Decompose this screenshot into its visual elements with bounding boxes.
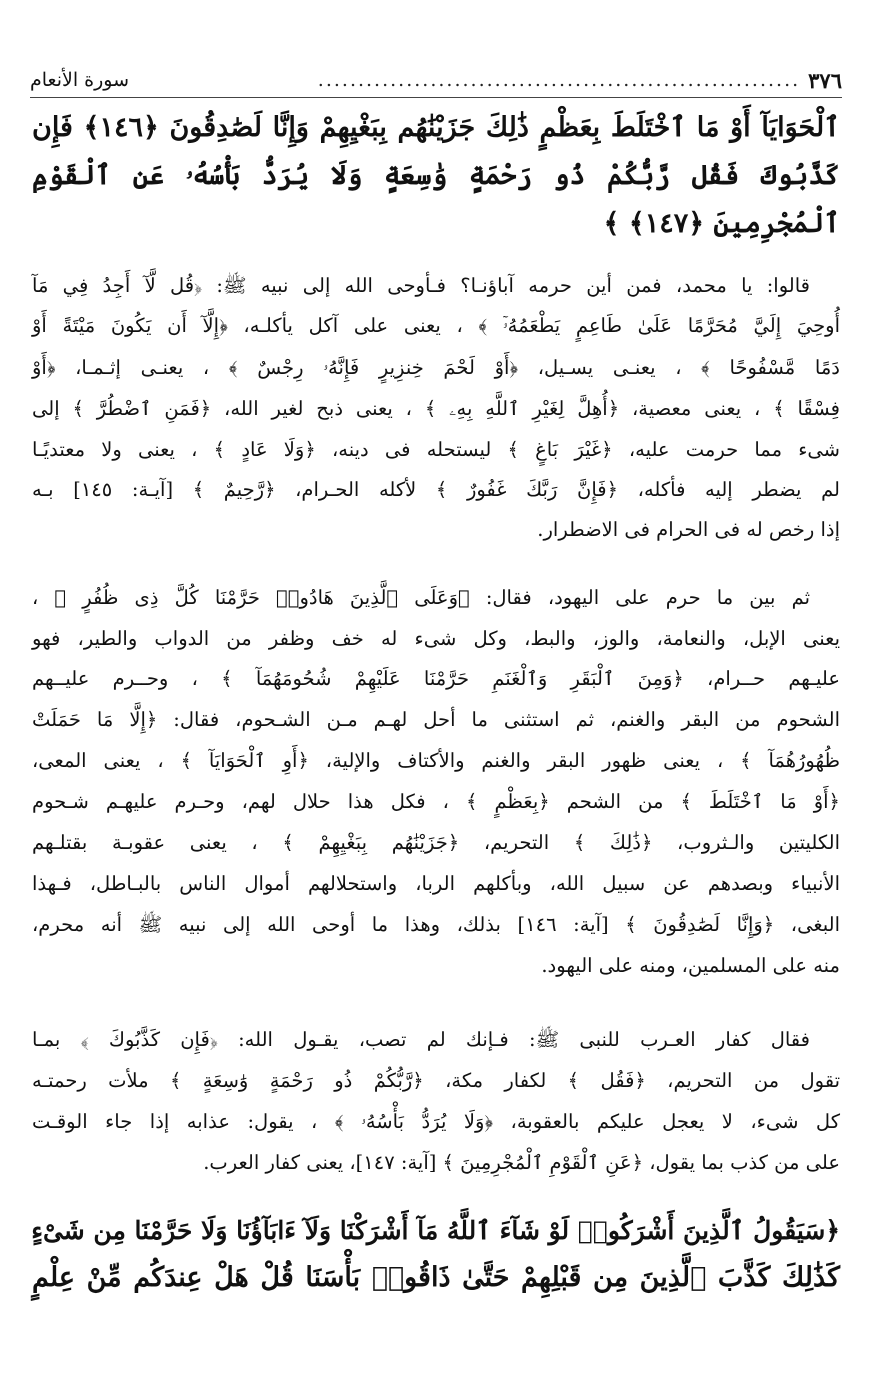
commentary-line: ثم بين ما حرم على اليهود، فقال: ﴿وَعَلَى ٱلَّذِينَ هَادُوا۟ حَرَّمْنَا كُلَّ ذِى ظُفُرٍ ﴾ ،: [32, 586, 810, 609]
quran-line: كَذَّبُوكَ فَقُل رَّبُّكُمْ ذُو رَحْمَةٍ وَٰسِعَةٍ وَلَا يُرَدُّ بَأْسُهُۥ عَنِ ٱلْقَوْمِ: [32, 160, 840, 191]
commentary-line: البغى، ﴿وَإِنَّا لَصَٰدِقُونَ ﴾ [آية: ١٤٦] بذلك، وهذا ما أوحى الله إلى نبيه ﷺ أنه محرم،: [32, 913, 840, 936]
quran-line: كَذَٰلِكَ كَذَّبَ ٱلَّذِينَ مِن قَبْلِهِمْ حَتَّىٰ ذَاقُوا۟ بَأْسَنَا قُلْ هَلْ عِندَكُم مِّنْ عِلْمٍ: [32, 1262, 840, 1293]
commentary-line: على من كذب بما يقول، ﴿عَنِ ٱلْقَوْمِ ٱلْمُجْرِمِينَ ﴾ [آية: ١٤٧]، يعنى كفار العرب.: [203, 1151, 840, 1174]
commentary-line: ظُهُورُهُمَآ ﴾ ، يعنى ظهور البقر والغنم والأكتاف والإلية، ﴿أَوِ ٱلْحَوَايَآ ﴾ ، يعنى المعى،: [32, 749, 840, 772]
quran-line: ﴿سَيَقُولُ ٱلَّذِينَ أَشْرَكُوا۟ لَوْ شَآءَ ٱللَّهُ مَآ أَشْرَكْنَا وَلَآ ءَابَآؤُنَا وَلَا حَرَّمْنَا مِن شَىْءٍ: [31, 1216, 840, 1245]
header-rule: [30, 97, 842, 98]
page-number: ٣٧٦: [808, 67, 842, 93]
quran-line: ٱلْمُجْرِمِينَ ﴿١٤٧﴾ ﴾: [603, 208, 840, 239]
commentary-line: عليـهم حــرام، ﴿وَمِنَ ٱلْبَقَرِ وَٱلْغَنَمِ حَرَّمْنَا عَلَيْهِمْ شُحُومَهُمَآ ﴾ ، وحــرم عليــهم: [32, 667, 840, 690]
surah-name: سورة الأنعام: [30, 69, 130, 91]
commentary-line: شىء مما حرمت عليه، ﴿غَيْرَ بَاغٍ ﴾ ليستحله فى دينه، ﴿وَلَا عَادٍ ﴾ ، يعنى ولا معتديًـا: [32, 438, 840, 461]
commentary-line: فقال كفار العـرب للنبى ﷺ: فـإنك لم تصب، يقـول الله: ﴿فَإِن كَذَّبُوكَ ﴾ بمـا: [32, 1028, 810, 1051]
commentary-line: ﴿أَوْ مَا ٱخْتَلَطَ ﴾ من الشحم ﴿بِعَظْمٍ ﴾ ، فكل هذا حلال لهم، وحـرم عليهـم شـحوم: [32, 790, 840, 813]
commentary-line: يعنى الإبل، والنعامة، والوز، والبط، وكل شىء له خف وظفر من الدواب والطير، فهو: [32, 627, 840, 650]
commentary-line: أُوحِيَ إِلَيَّ مُحَرَّمًا عَلَىٰ طَاعِمٍ يَطْعَمُهُۥٓ ﴾ ، يعنى على آكل يأكلـه، ﴿إِلَّآ أَن يَكُونَ مَيْتَةً أَوْ: [32, 314, 840, 337]
commentary-line: قالوا: يا محمد، فمن أين حرمه آباؤنـا؟ فـأوحى الله إلى نبيه ﷺ: ﴿قُل لَّآ أَجِدُ فِي مَآ: [32, 274, 810, 297]
commentary-line: دَمًا مَّسْفُوحًا ﴾ ، يعنـى يسـيل، ﴿أَوْ لَحْمَ خِنزِيرٍ فَإِنَّهُۥ رِجْسٌ ﴾ ، يعنـى إثـمـا، ﴿أَوْ: [32, 356, 840, 379]
page-header: [30, 64, 842, 96]
quran-line: ٱلْحَوَايَآ أَوْ مَا ٱخْتَلَطَ بِعَظْمٍ ذَٰلِكَ جَزَيْنَٰهُم بِبَغْيِهِمْ وَإِنَّا لَصَٰدِقُونَ ﴿١٤٦﴾ فَإِن: [32, 112, 841, 143]
commentary-line: كل شىء، لا يعجل عليكم بالعقوبة، ﴿وَلَا يُرَدُّ بَأْسُهُۥ ﴾ ، يقول: عذابه إذا جاء الوقـت: [32, 1110, 840, 1133]
commentary-line: تقول من التحريم، ﴿فَقُل ﴾ لكفار مكة، ﴿رَّبُّكُمْ ذُو رَحْمَةٍ وَٰسِعَةٍ ﴾ ملأت رحمتـه: [32, 1069, 840, 1092]
commentary-line: إذا رخص له فى الحرام فى الاضطرار.: [537, 518, 840, 541]
commentary-line: الشحوم من البقر والغنم، ثم استثنى ما أحل لهـم مـن الشـحوم، فقال: ﴿إِلَّا مَا حَمَلَتْ: [32, 708, 840, 731]
commentary-line: الكليتين والـثروب، ﴿ذَٰلِكَ ﴾ التحريم، ﴿جَزَيْنَٰهُم بِبَغْيِهِمْ ﴾ ، يعنى عقوبـة بقتلـهم: [32, 831, 840, 854]
commentary-line: الأنبياء وبصدهم عن سبيل الله، وبأكلهم الربا، واستحلالهم أموال الناس بالبـاطل، فـهذا: [32, 872, 840, 895]
commentary-line: لم يضطر إليه فأكله، ﴿فَإِنَّ رَبَّكَ غَفُورٌ ﴾ لأكله الحـرام، ﴿رَّحِيمٌ ﴾ [آيـة: ١٤٥] بـه: [32, 478, 840, 501]
commentary-line: فِسْقًا ﴾ ، يعنى معصية، ﴿أُهِلَّ لِغَيْرِ ٱللَّهِ بِهِۦ ﴾ ، يعنى ذبح لغير الله، ﴿فَمَنِ ٱضْطُرَّ ﴾ إلى: [32, 397, 840, 420]
header-dots: ............................................................: [317, 69, 801, 91]
commentary-line: منه على المسلمين، ومنه على اليهود.: [541, 954, 840, 977]
